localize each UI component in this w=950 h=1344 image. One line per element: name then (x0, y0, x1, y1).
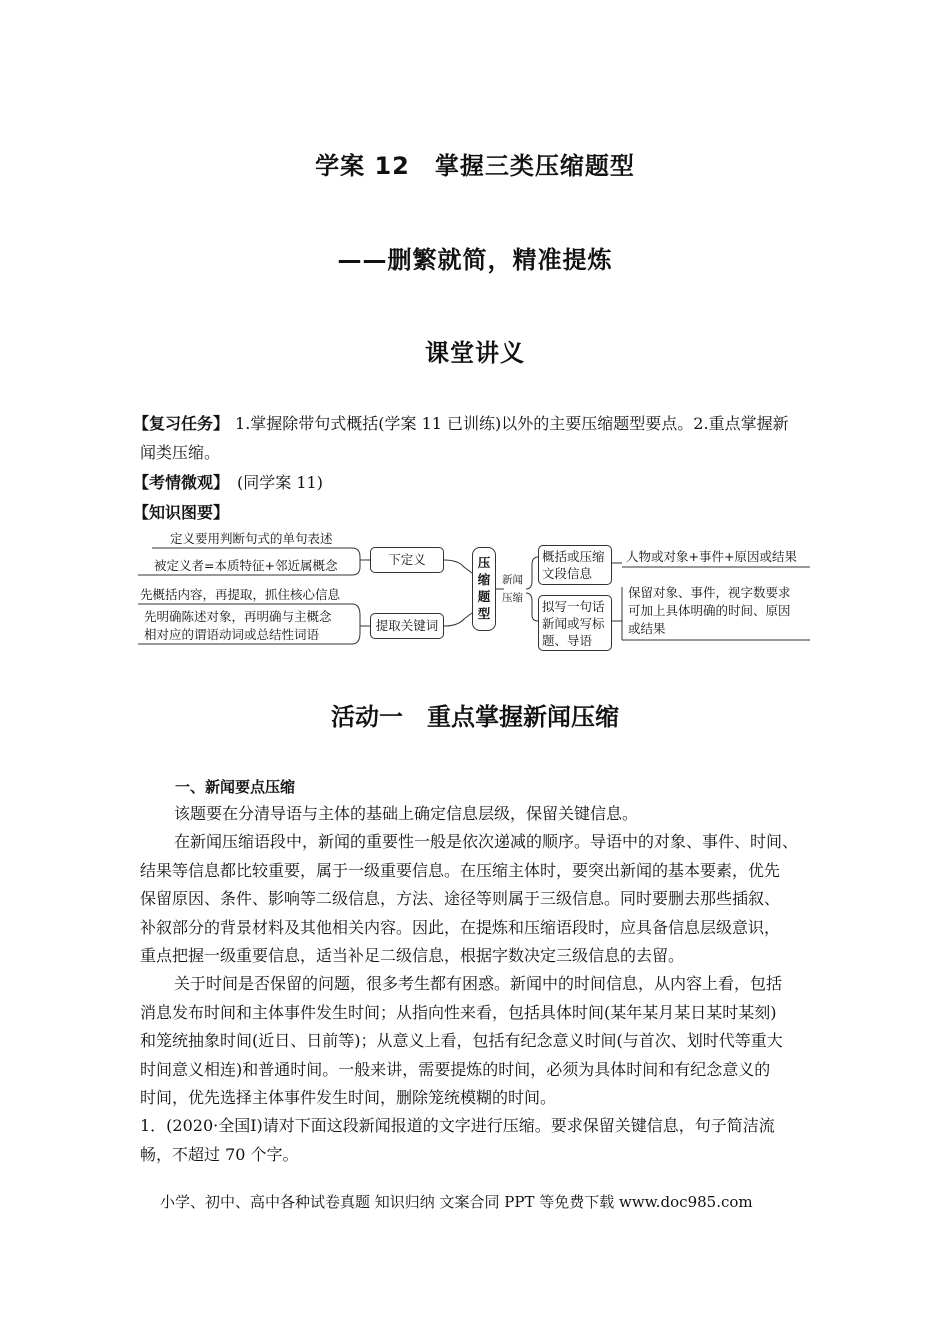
paragraph-line: 该题要在分清导语与主体的基础上确定信息层级，保留关键信息。 (174, 804, 639, 823)
mind-map-right-text-2b: 可加上具体明确的时间、原因 (628, 603, 791, 618)
exam-view-text: (同学案 11) (237, 473, 323, 492)
section-title: 课堂讲义 (425, 339, 525, 367)
paragraph-line: 保留原因、条件、影响等二级信息，方法、途径等则属于三级信息。同时要删去那些插叙、 (140, 889, 781, 909)
exam-view-line (133, 473, 323, 493)
mind-map-left-text-2: 被定义者=本质特征+邻近属概念 (154, 558, 338, 573)
mind-map-box-summary-line: 文段信息 (542, 566, 593, 581)
mind-map-right-text-2c: 或结果 (628, 621, 666, 636)
section-heading: 一、新闻要点压缩 (175, 778, 296, 796)
review-task-text2: 闻类压缩。 (140, 443, 221, 462)
mind-map-box-draft-line: 新闻或写标 (542, 616, 605, 631)
paragraph-line: 结果等信息都比较重要，属于一级重要信息。在压缩主体时，要突出新闻的基本要素，优先 (140, 860, 781, 880)
mind-map-center-box (472, 547, 496, 631)
review-task-text1: 1.掌握除带句式概括(学案 11 已训练)以外的主要压缩题型要点。2.重点掌握新 (235, 414, 789, 433)
mind-map-right-text-2a: 保留对象、事件，视字数要求 (628, 585, 791, 600)
knowledge-mind-map (138, 527, 814, 653)
mind-map-box-draft-line: 拟写一句话 (542, 599, 605, 614)
mind-map-left-text-5: 相对应的谓语动词或总结性词语 (144, 627, 320, 642)
mind-map-box-summary (538, 545, 612, 585)
paragraph-line: 重点把握一级重要信息，适当补足二级信息，根据字数决定三级信息的去留。 (140, 946, 685, 966)
paragraph-line: 时间，优先选择主体事件发生时间，删除笼统模糊的时间。 (140, 1088, 557, 1108)
mind-map-box-define: 下定义 (370, 547, 444, 573)
page-subtitle: ——删繁就简，精准提炼 (337, 246, 613, 274)
mind-map-box-summary-line: 概括或压缩 (542, 549, 605, 564)
paragraph-line: 和笼统抽象时间(近日、日前等)；从意义上看，包括有纪念意义时间(与首次、划时代等重大 (140, 1031, 783, 1051)
page-title: 学案 12 掌握三类压缩题型 (315, 152, 635, 180)
paragraph-line: 消息发布时间和主体事件发生时间；从指向性来看，包括具体时间(某年某月某日某时某刻) (140, 1002, 777, 1022)
mind-map-box-extract: 提取关键词 (370, 613, 444, 639)
mind-map-center-char: 压 (477, 555, 491, 570)
mind-map-box-draft-line: 题、导语 (542, 633, 593, 648)
review-task-line1 (133, 414, 789, 434)
mind-map-center-char: 题 (477, 589, 491, 604)
mind-map-left-text-3: 先概括内容，再提取，抓住核心信息 (140, 587, 341, 602)
knowledge-map-line (133, 503, 229, 523)
paragraph-line: 关于时间是否保留的问题，很多考生都有困惑。新闻中的时间信息，从内容上看，包括 (174, 974, 783, 994)
question-line: 1．(2020·全国Ⅰ)请对下面这段新闻报道的文字进行压缩。要求保留关键信息，句子简洁流 (140, 1116, 775, 1136)
review-task-label: 【复习任务】 (133, 414, 230, 433)
mind-map-center-char: 缩 (477, 572, 491, 587)
mind-map-box-draft (538, 595, 612, 651)
knowledge-map-label: 【知识图要】 (133, 503, 230, 522)
mind-map-left-text-1: 定义要用判断句式的单句表述 (170, 531, 333, 546)
mind-map-news-label-2: 压缩 (502, 592, 523, 604)
paragraph (140, 800, 820, 1169)
mind-map-right-text-1: 人物或对象+事件+原因或结果 (626, 549, 797, 564)
mind-map-news-label-1: 新闻 (502, 574, 523, 586)
mind-map-left-text-4: 先明确陈述对象，再明确与主概念 (144, 609, 332, 624)
activity-title: 活动一 重点掌握新闻压缩 (331, 703, 619, 731)
paragraph-line: 补叙部分的背景材料及其他相关内容。因此，在提炼和压缩语段时，应具备信息层级意识， (140, 917, 781, 937)
exam-view-label: 【考情微观】 (133, 473, 230, 492)
mind-map-center-char: 型 (477, 606, 491, 621)
paragraph-line: 时间意义相连)和普通时间。一般来讲，需要提炼的时间，必须为具体时间和有纪念意义的 (140, 1059, 771, 1079)
footer-text: 小学、初中、高中各种试卷真题 知识归纳 文案合同 PPT 等免费下载 www.doc985.com (160, 1193, 753, 1211)
question-line: 畅，不超过 70 个字。 (140, 1144, 299, 1164)
paragraph-line: 在新闻压缩语段中，新闻的重要性一般是依次递减的顺序。导语中的对象、事件、时间、 (174, 832, 799, 852)
